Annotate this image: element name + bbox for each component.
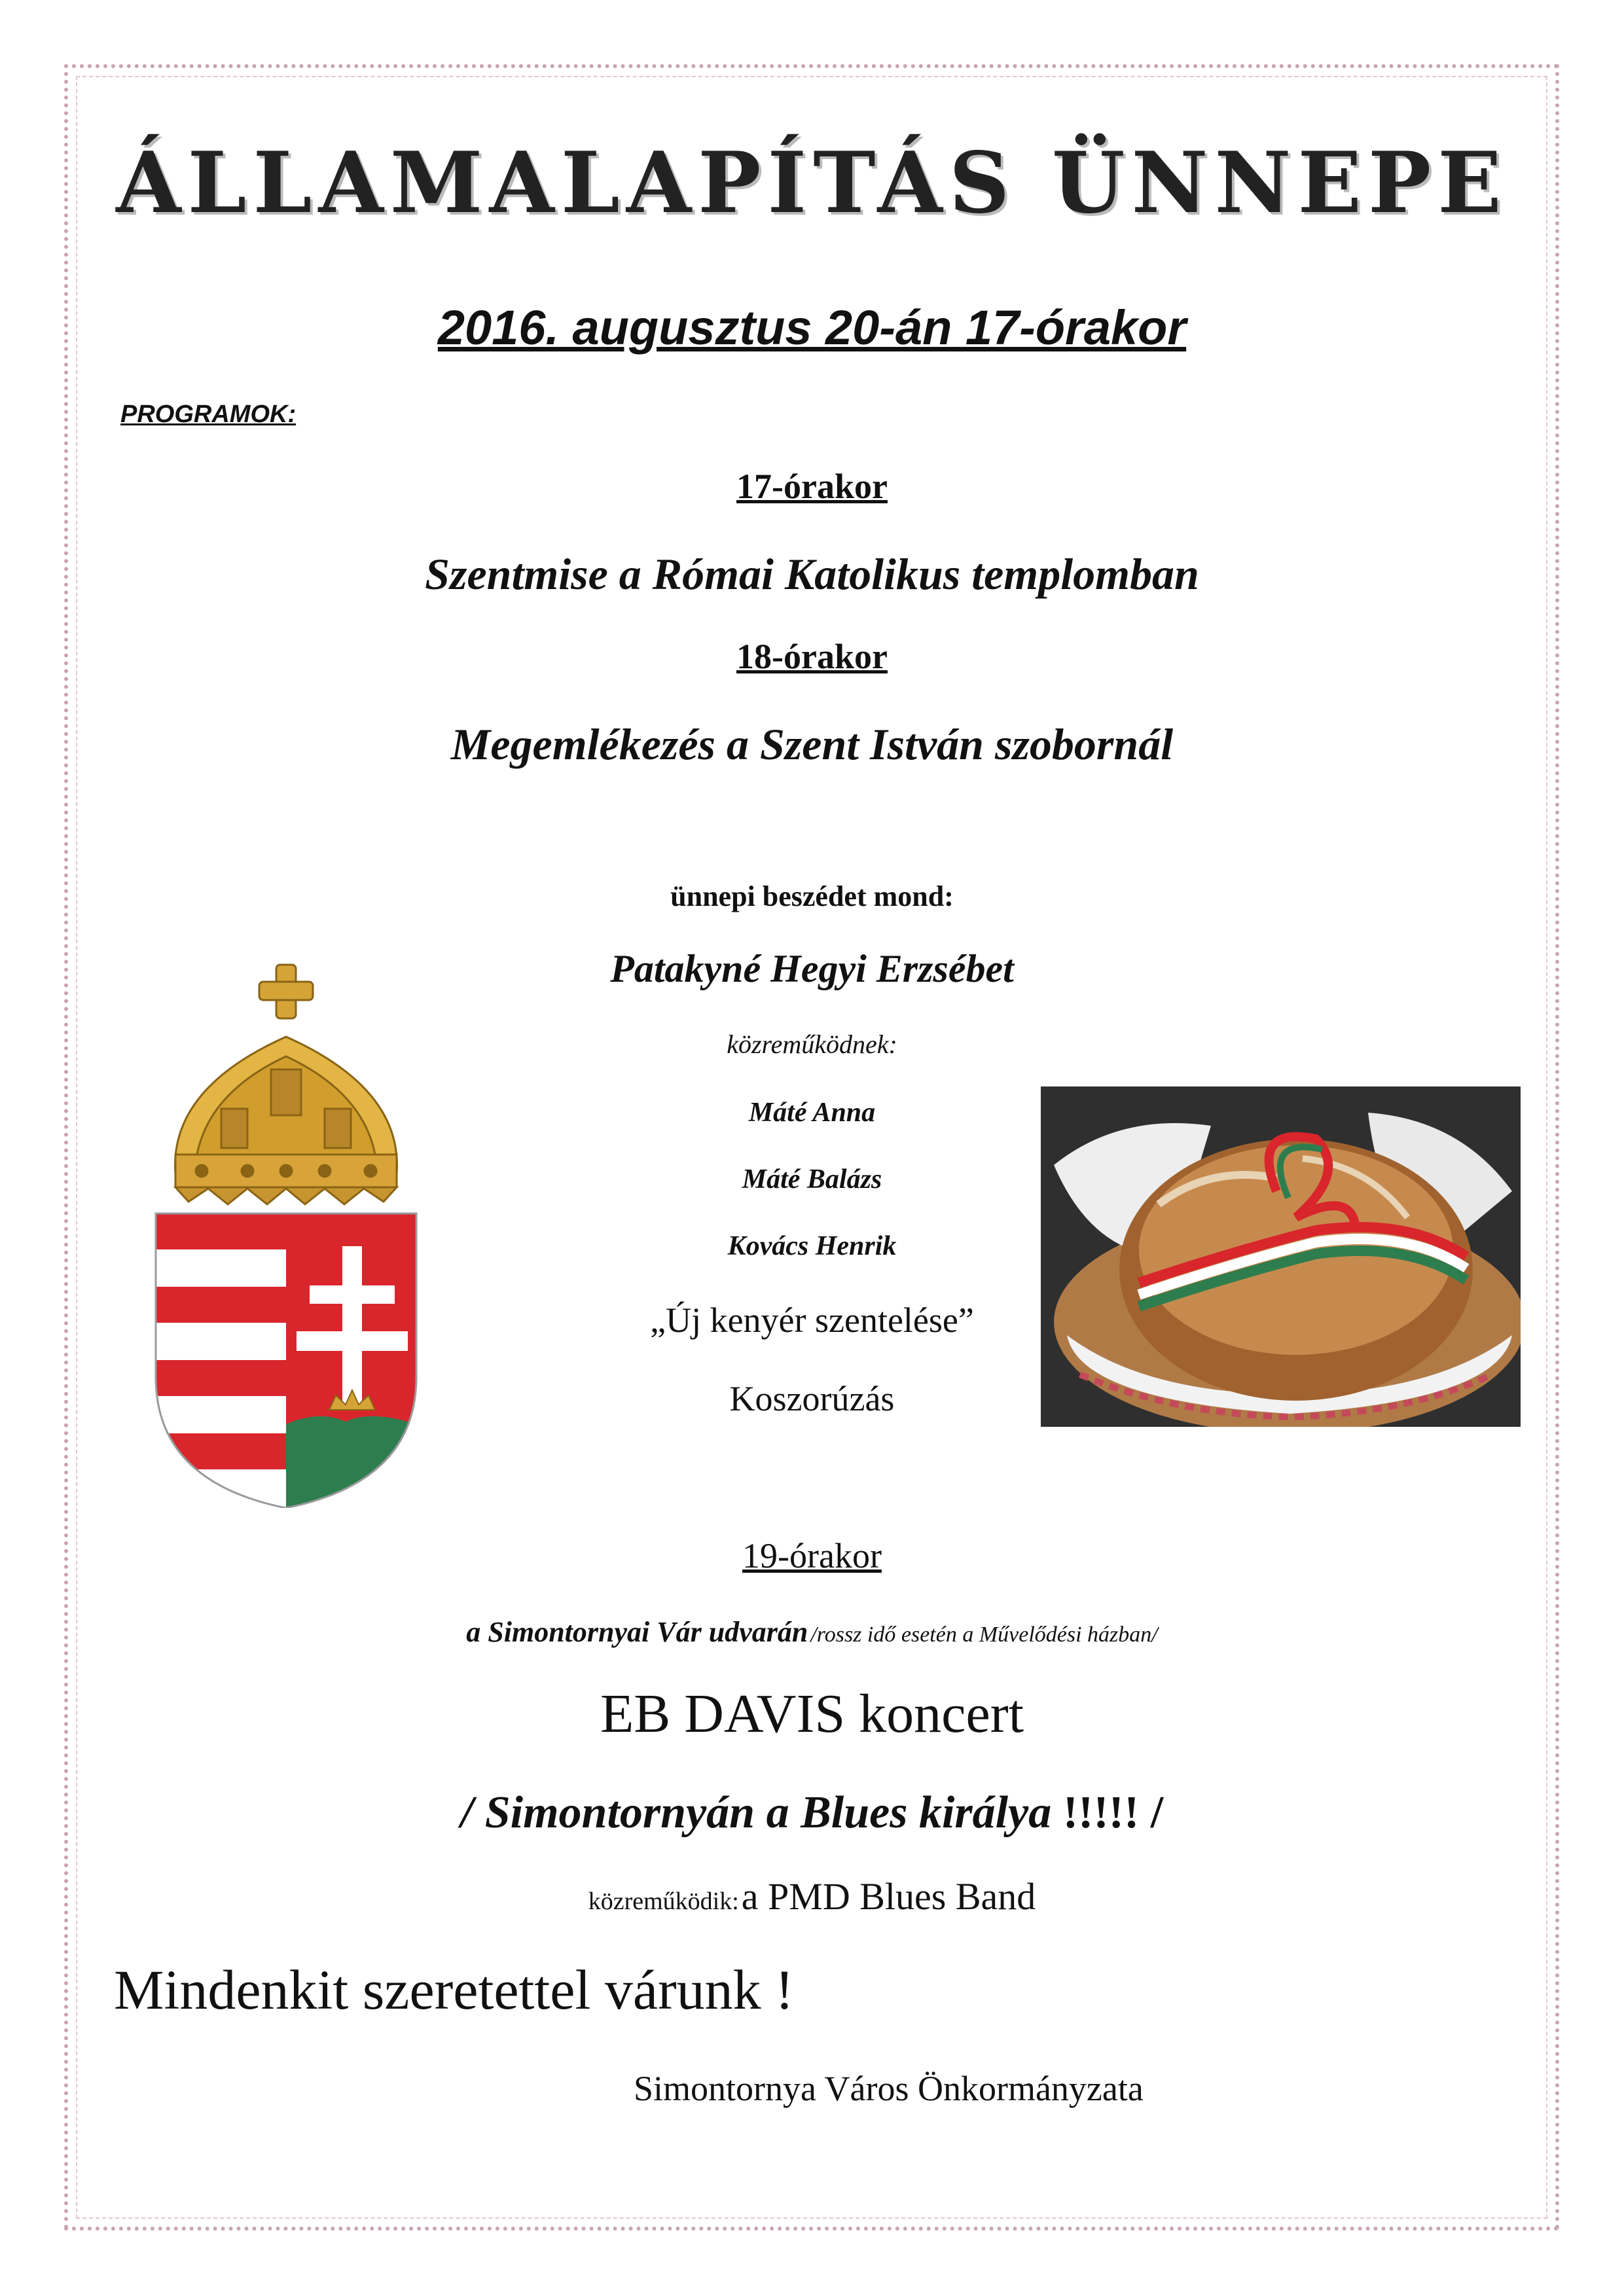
poster-title: ÁLLAMALAPÍTÁS ÜNNEPE bbox=[116, 134, 1508, 232]
performer-2: Máté Balázs bbox=[742, 1164, 882, 1194]
program-time-1: 17-órakor bbox=[736, 467, 888, 506]
signature: Simontornya Város Önkormányzata bbox=[634, 2069, 1144, 2108]
welcome-message: Mindenkit szeretettel várunk ! bbox=[114, 1958, 794, 2021]
performer-1: Máté Anna bbox=[748, 1098, 876, 1128]
band-name: a PMD Blues Band bbox=[741, 1875, 1036, 1918]
event-date: 2016. augusztus 20-án 17-órakor bbox=[437, 300, 1187, 355]
crown bbox=[175, 1037, 397, 1204]
bread-photo bbox=[1041, 1086, 1521, 1427]
program-time-3: 19-órakor bbox=[742, 1536, 882, 1575]
tagline-exclamations: !!!!! / bbox=[1051, 1787, 1164, 1838]
programs-label: PROGRAMOK: bbox=[120, 401, 297, 428]
venue: a Simontornyai Vár udvarán bbox=[466, 1616, 808, 1648]
performer-3: Kovács Henrik bbox=[727, 1231, 897, 1261]
concert-title: EB DAVIS koncert bbox=[600, 1683, 1024, 1744]
venue-line bbox=[0, 1615, 1624, 1649]
crown-cross bbox=[259, 965, 313, 1018]
program-event-2: Megemlékezés a Szent István szobornál bbox=[450, 719, 1174, 769]
band-prefix: közreműködik: bbox=[588, 1888, 739, 1915]
band-line bbox=[0, 1874, 1624, 1918]
shield bbox=[156, 1213, 416, 1508]
venue-note: /rossz idő esetén a Művelődési házban/ bbox=[810, 1623, 1158, 1647]
wreath-laying: Koszorúzás bbox=[729, 1379, 895, 1418]
program-event-1: Szentmise a Római Katolikus templomban bbox=[425, 549, 1199, 599]
coat-of-arms-image bbox=[149, 958, 423, 1508]
bread-blessing: „Új kenyér szentelése” bbox=[650, 1300, 974, 1340]
contributors-label: közreműködnek: bbox=[727, 1030, 897, 1059]
concert-tagline bbox=[0, 1787, 1624, 1839]
program-time-2: 18-órakor bbox=[736, 637, 888, 676]
speaker-name: Patakyné Hegyi Erzsébet bbox=[610, 947, 1014, 990]
speech-label: ünnepi beszédet mond: bbox=[670, 880, 954, 912]
tagline-text: / Simontornyán a Blues királya bbox=[460, 1787, 1052, 1838]
